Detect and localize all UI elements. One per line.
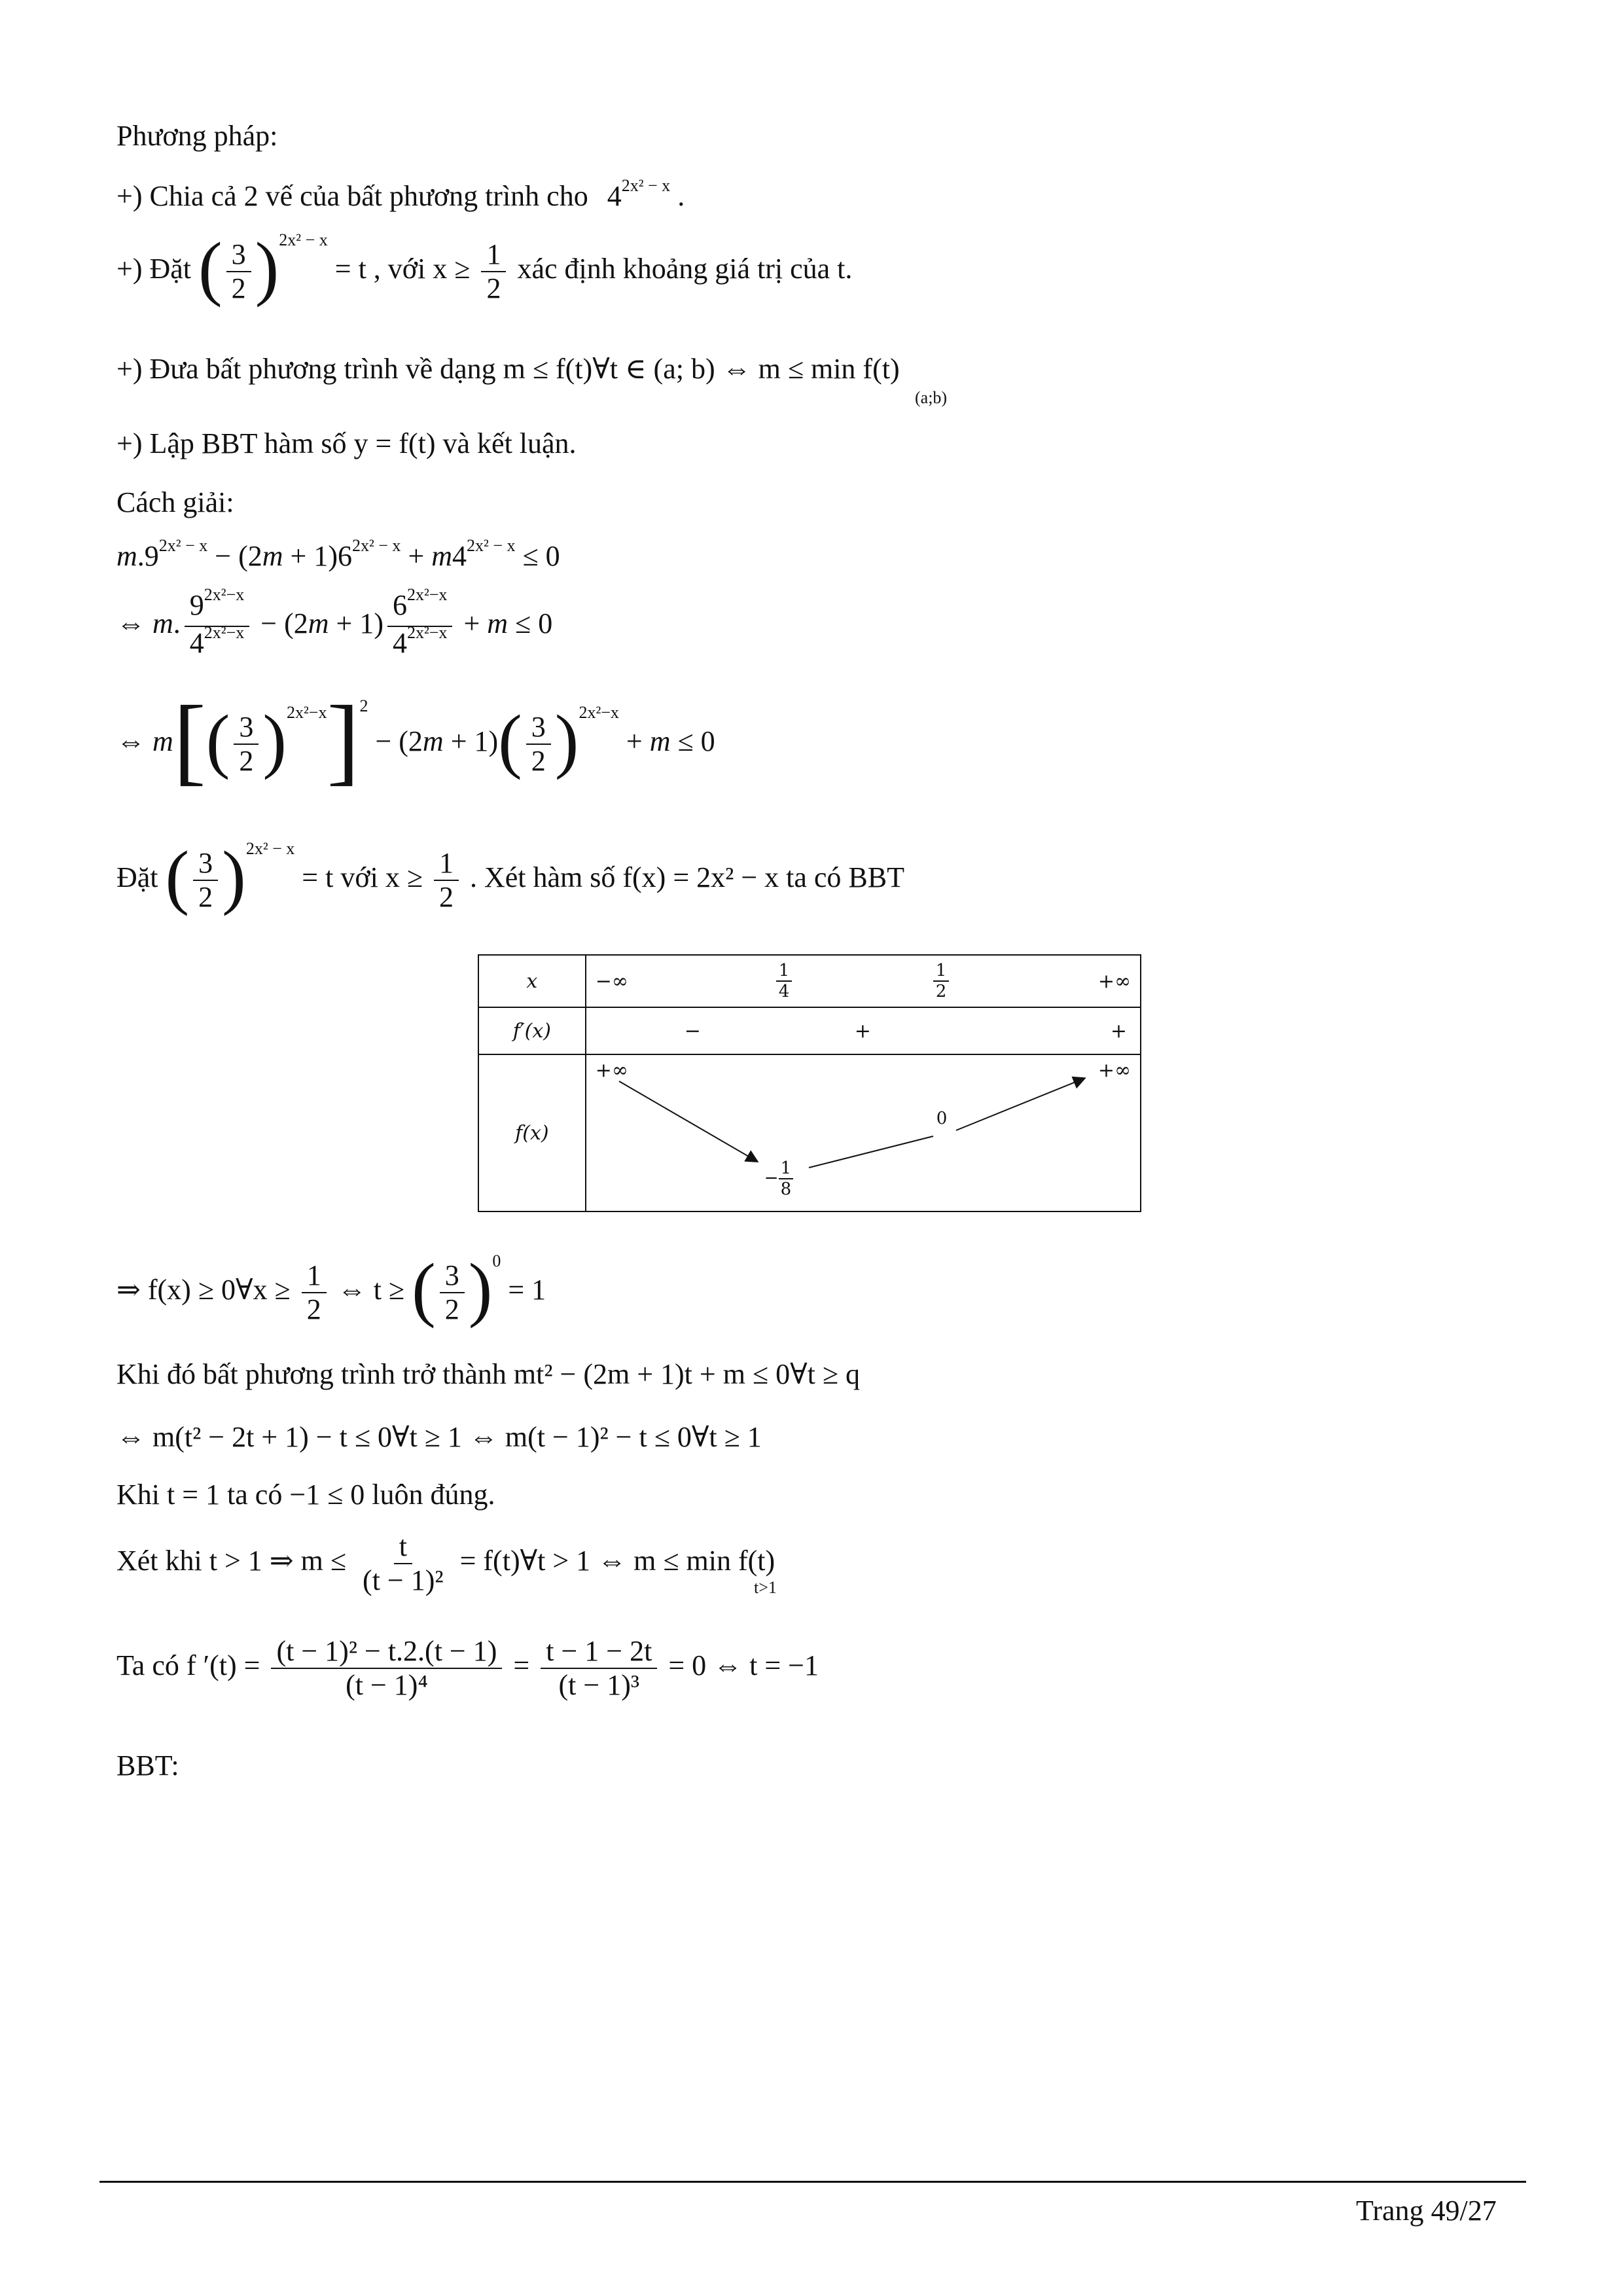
variation-arrows: [586, 1055, 1143, 1212]
derivative-row: − + +: [586, 1007, 1141, 1054]
equation-1: $m.9^{2x^2 - x} - (2m + 1)6^{2x^2 - x} + m4^{2x^2 - x} \le 0$: [116, 536, 560, 572]
case-t-greater-1: Xét khi t > 1 ⇒ m ≤ $\frac{t}{\text{(t − 1)²}}$ = f(t)∀t > 1 ⇔ m ≤ min f(t) t>1: [116, 1530, 777, 1597]
solution-heading: Cách giải:: [116, 486, 234, 518]
equation-3: ⇔ m[( $\frac{3}{2}$ )$^{2x^2-x}$]$^2$ − (2m + 1)( $\frac{3}{2}$ )$^{2x^2-x}$ + m ≤ 0: [116, 686, 715, 795]
bbt-label: BBT:: [116, 1749, 179, 1782]
substitution-line: Đặt ( $\frac{3}{2}$ )$^{2x^2 - x}$ = t với x ≥ $\frac{1}{2}$ . Xét hàm số f(x) = 2x² − x ta có BBT: [116, 836, 905, 916]
method-step-1: +) Chia cả 2 vế của bất phương trình cho $4^{2x^2 - x}$ .: [116, 176, 685, 212]
page-number: Trang 49/27: [1356, 2195, 1497, 2227]
row-label-x: x: [478, 955, 586, 1007]
method-heading: Phương pháp:: [116, 120, 278, 152]
increasing-arrow-part2: [956, 1079, 1084, 1130]
f-min-value: − $\frac{1}{8}$: [764, 1158, 793, 1199]
equivalence-line: ⇔ m(t² − 2t + 1) − t ≤ 0∀t ≥ 1 ⇔ m(t − 1)² − t ≤ 0∀t ≥ 1: [116, 1421, 762, 1453]
function-row: +∞ − $\frac{1}{8}$ 0 +∞: [586, 1054, 1141, 1211]
equation-2: ⇔ m. $\frac{9^{2x^2-x}}{4^{2x^2-x}}$ − (2m + 1) $\frac{6^{2x^2-x}}{4^{2x^2-x}}$ + m ≤ 0: [116, 585, 553, 659]
method-step-3: +) Đưa bất phương trình về dạng m ≤ f(t)∀t ∈ (a; b) ⇔ m ≤ min f(t) (a;b): [116, 353, 948, 407]
increasing-arrow-part1: [809, 1136, 933, 1168]
x-row: −∞ 1 4 1 2 +∞: [586, 955, 1141, 1007]
row-label-derivative: f′(x): [478, 1007, 586, 1054]
transformed-inequality: Khi đó bất phương trình trở thành mt² − (2m + 1)t + m ≤ 0∀t ≥ q: [116, 1358, 861, 1390]
method-step-2: +) Đặt ( $\frac{3}{2}$ )$^{2x^2 - x}$ = t , với x ≥ $\frac{1}{2}$ xác định khoảng giá trị của t.: [116, 228, 853, 308]
implication-line: ⇒ f(x) ≥ 0∀x ≥ $\frac{1}{2}$ ⇔ t ≥ ( $\frac{3}{2}$ )$^0$ = 1: [116, 1249, 546, 1329]
x-value-half: 1 2: [933, 961, 950, 1001]
footer-divider: [99, 2181, 1526, 2183]
decreasing-arrow: [619, 1081, 757, 1161]
case-t-equals-1: Khi t = 1 ta có −1 ≤ 0 luôn đúng.: [116, 1479, 495, 1511]
method-step-4: +) Lập BBT hàm số y = f(t) và kết luận.: [116, 427, 577, 459]
x-value-quarter: 1 4: [776, 961, 793, 1001]
derivative-line: Ta có f ′(t) = $\frac{\text{(t − 1)² − t.2.(t − 1)}}{\text{(t − 1)⁴}}$ = $\frac{t - 1 - 2t}{\text{(t − 1)³}}$ = 0 ⇔ t = −1: [116, 1635, 819, 1701]
row-label-function: f(x): [478, 1054, 586, 1211]
variation-table: [478, 954, 1141, 1212]
